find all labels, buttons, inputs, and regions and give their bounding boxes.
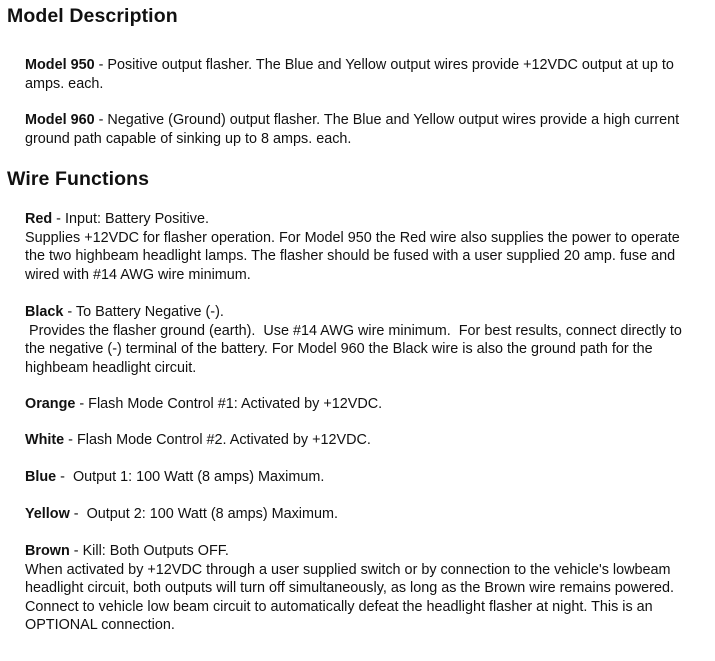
model-960-text: - Negative (Ground) output flasher. The Blue and Yellow output wires provide a high current bbox=[94, 112, 680, 128]
red-wire-text: - Input: Battery Positive. bbox=[52, 211, 209, 227]
model-950-label: Model 950 bbox=[25, 57, 95, 73]
paragraph-line: highbeam headlight circuit. bbox=[25, 359, 197, 376]
yellow-wire-label: Yellow bbox=[25, 506, 70, 522]
paragraph-line bbox=[25, 542, 715, 561]
orange-wire-label: Orange bbox=[25, 396, 76, 412]
blue-wire-description bbox=[25, 468, 715, 487]
white-wire-label: White bbox=[25, 432, 65, 448]
paragraph-line bbox=[25, 210, 715, 229]
paragraph-line bbox=[25, 431, 715, 450]
paragraph-line: ground path capable of sinking up to 8 amps. each. bbox=[25, 130, 352, 147]
brown-wire-text: - Kill: Both Outputs OFF. bbox=[69, 543, 229, 559]
red-wire-description bbox=[25, 210, 715, 284]
paragraph-line bbox=[25, 56, 715, 75]
paragraph-line bbox=[25, 111, 715, 130]
brown-wire-label: Brown bbox=[25, 543, 70, 559]
black-wire-description bbox=[25, 303, 715, 377]
brown-wire-description bbox=[25, 542, 715, 635]
paragraph-line bbox=[25, 395, 715, 414]
paragraph-line: wired with #14 AWG wire minimum. bbox=[25, 266, 251, 283]
model-description-heading: Model Description bbox=[7, 5, 178, 27]
white-wire-description bbox=[25, 431, 715, 450]
paragraph-line: Supplies +12VDC for flasher operation. For Model 950 the Red wire also supplies the power to operate bbox=[25, 229, 680, 246]
paragraph-line: Provides the flasher ground (earth). Use #14 AWG wire minimum. For best results, connect directly to bbox=[25, 322, 682, 339]
paragraph-line: the negative (-) terminal of the battery. For Model 960 the Black wire is also the ground path for the bbox=[25, 341, 653, 357]
blue-wire-text: - Output 1: 100 Watt (8 amps) Maximum. bbox=[56, 469, 325, 485]
black-wire-text: - To Battery Negative (-). bbox=[63, 304, 224, 320]
paragraph-line: the two highbeam headlight lamps. The flasher should be fused with a user supplied 20 amp. fuse and bbox=[25, 248, 676, 264]
wire-functions-heading: Wire Functions bbox=[7, 168, 150, 190]
red-wire-label: Red bbox=[25, 211, 53, 227]
paragraph-line: amps. each. bbox=[25, 75, 104, 92]
white-wire-text: - Flash Mode Control #2. Activated by +12VDC. bbox=[64, 432, 371, 448]
orange-wire-text: - Flash Mode Control #1: Activated by +12VDC. bbox=[75, 396, 383, 412]
paragraph-line: headlight circuit, both outputs will turn off simultaneously, as long as the Brown wire remains powered. bbox=[25, 580, 674, 596]
paragraph-line bbox=[25, 468, 715, 487]
model-950-text: - Positive output flasher. The Blue and Yellow output wires provide +12VDC output at up to bbox=[94, 57, 674, 73]
yellow-wire-text: - Output 2: 100 Watt (8 amps) Maximum. bbox=[69, 506, 338, 522]
paragraph-line: OPTIONAL connection. bbox=[25, 617, 175, 633]
paragraph-line bbox=[25, 303, 715, 322]
model-950-description bbox=[25, 56, 715, 93]
model-960-description bbox=[25, 111, 715, 148]
model-960-label: Model 960 bbox=[25, 112, 95, 128]
paragraph-line: When activated by +12VDC through a user supplied switch or by connection to the vehicle's lowbeam bbox=[25, 561, 671, 578]
black-wire-label: Black bbox=[25, 304, 64, 320]
paragraph-line: Connect to vehicle low beam circuit to automatically defeat the headlight flasher at night. This is an bbox=[25, 598, 653, 615]
paragraph-line bbox=[25, 505, 715, 524]
orange-wire-description bbox=[25, 395, 715, 414]
yellow-wire-description bbox=[25, 505, 715, 524]
blue-wire-label: Blue bbox=[25, 469, 57, 485]
